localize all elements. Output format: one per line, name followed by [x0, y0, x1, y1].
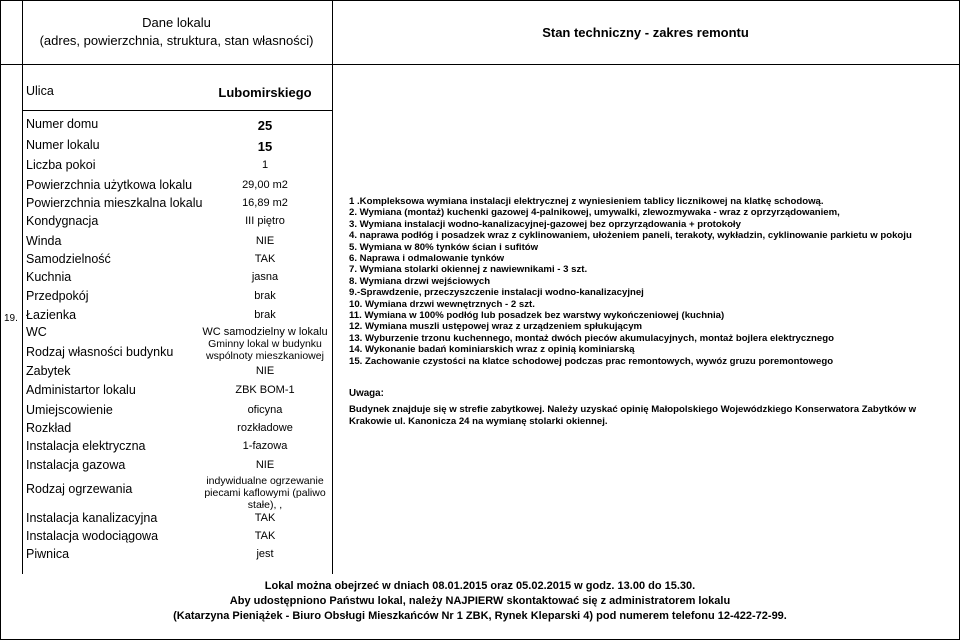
field-value: III piętro	[245, 215, 285, 227]
note-title: Uwaga:	[349, 388, 384, 399]
field-label: Piwnica	[26, 547, 70, 561]
field-value: 1	[261, 159, 269, 171]
field-label: Instalacja gazowa	[26, 458, 126, 472]
field-label: Numer lokalu	[26, 138, 100, 152]
repair-item: 8. Wymiana drzwi wejściowych	[349, 275, 491, 287]
left-border	[0, 0, 1, 640]
repair-item: 1 .Kompleksowa wymiana instalacji elektrycznej z wyniesieniem tablicy licznikowej na klatkę schodową.	[349, 196, 824, 207]
header-divider	[0, 64, 960, 65]
field-value: TAK	[254, 530, 276, 542]
index-column-divider	[22, 0, 23, 574]
note-text: Budynek znajduje się w strefie zabytkowej. Należy uzyskać opinię Małopolskiego Wojewódzkiego Konserwatora Zabytków w Krakowie ul. Kanonicza 24 na wymianę stolarki okiennej.	[349, 404, 917, 427]
field-value: indywidualne ogrzewanie piecami kaflowymi (paliwo stałe), ,	[204, 475, 326, 511]
repair-item: 2. Wymiana (montaż) kuchenki gazowej 4-palnikowej, umywalki, zlewozmywaka - wraz z oprzyrządowaniem,	[349, 207, 840, 219]
field-label: Rodzaj ogrzewania	[26, 482, 133, 496]
field-value: jasna	[251, 271, 279, 283]
repair-header: Stan techniczny - zakres remontu	[542, 24, 749, 40]
field-label: Rodzaj własności budynku	[26, 345, 174, 359]
repair-item: 6. Naprawa i odmalowanie tynków	[349, 253, 505, 264]
field-value: oficyna	[247, 404, 283, 416]
field-label: Ulica	[26, 84, 54, 98]
field-value: Lubomirskiego	[218, 85, 312, 100]
repair-item: 3. Wymiana instalacji wodno-kanalizacyjnej-gazowej bez oprzyrządowania + protokoły	[349, 218, 741, 230]
field-label: Powierzchnia użytkowa lokalu	[26, 178, 193, 192]
data-header	[22, 0, 331, 64]
data-header-subtitle: (adres, powierzchnia, struktura, stan własności)	[39, 33, 314, 48]
field-value: TAK	[254, 253, 276, 265]
main-column-divider	[332, 0, 333, 574]
field-label: Administartor lokalu	[26, 383, 136, 397]
field-label: Instalacja elektryczna	[26, 439, 146, 453]
footer-line-3: (Katarzyna Pieniążek - Biuro Obsługi Mieszkańców Nr 1 ZBK, Rynek Kleparski 4) pod numerem telefonu 12-422-72-99.	[173, 610, 787, 622]
field-label: Kuchnia	[26, 270, 72, 284]
field-label: Samodzielność	[26, 252, 111, 266]
field-value: brak	[254, 290, 276, 302]
field-value: NIE	[255, 235, 275, 247]
data-header-title: Dane lokalu	[142, 15, 211, 30]
field-label: Łazienka	[26, 308, 77, 322]
field-value: 15	[257, 139, 273, 154]
field-label: Kondygnacja	[26, 214, 99, 228]
repair-item: 12. Wymiana muszli ustępowej wraz z urządzeniem spłukującym	[349, 321, 643, 333]
field-value: 29,00 m2	[242, 179, 288, 191]
repair-item: 11. Wymiana w 100% podłóg lub posadzek bez warstwy wykończeniowej (kuchnia)	[349, 310, 725, 321]
field-label: Umiejscowienie	[26, 403, 113, 417]
field-label: Numer domu	[26, 117, 99, 131]
field-label: Instalacja kanalizacyjna	[26, 511, 158, 525]
repair-item: 9.-Sprawdzenie, przeczyszczenie instalacji wodno-kanalizacyjnej	[349, 287, 644, 299]
repair-item: 4. naprawa podłóg i posadzek wraz z cyklinowaniem, ułożeniem paneli, terakoty, wykładzin, cyklinowanie parkietu w pokoju	[349, 230, 912, 242]
field-value: NIE	[255, 459, 275, 471]
field-value: 25	[257, 118, 273, 133]
field-value: jest	[256, 548, 274, 560]
footer-line-2: Aby udostępniono Państwu lokal, należy NAJPIERW skontaktować się z administratorem lokalu	[229, 595, 731, 607]
field-label: Instalacja wodociągowa	[26, 529, 159, 543]
field-value: TAK	[254, 512, 276, 524]
repair-item: 14. Wykonanie badań kominiarskich wraz z opinią kominiarską	[349, 344, 635, 356]
repair-item: 13. Wyburzenie trzonu kuchennego, montaż dwóch pieców akumulacyjnych, montaż bojlera elektrycznego	[349, 332, 834, 344]
field-label: Powierzchnia mieszkalna lokalu	[26, 196, 203, 210]
repair-item: 10. Wymiana drzwi wewnętrznych - 2 szt.	[349, 298, 535, 310]
field-value: 1-fazowa	[242, 440, 288, 452]
field-value: rozkładowe	[237, 422, 293, 434]
footer-line-1: Lokal można obejrzeć w dniach 08.01.2015 oraz 05.02.2015 w godz. 13.00 do 15.30.	[264, 580, 696, 592]
field-value: brak	[254, 309, 276, 321]
field-label: Przedpokój	[26, 289, 89, 303]
field-label: Liczba pokoi	[26, 158, 96, 172]
field-value: WC samodzielny w lokalu	[202, 326, 328, 338]
field-value: NIE	[255, 365, 275, 377]
field-label: Rozkład	[26, 421, 72, 435]
field-label: WC	[26, 325, 47, 339]
row-number: 19.	[4, 313, 18, 324]
field-value: Gminny lokal w budynku wspólnoty mieszkaniowej	[206, 338, 324, 362]
field-value: 16,89 m2	[242, 197, 288, 209]
repair-item: 5. Wymiana w 80% tynków ścian i sufitów	[349, 241, 539, 253]
repair-item: 15. Zachowanie czystości na klatce schodowej podczas prac remontowych, wywóz gruzu poremontowego	[349, 355, 834, 367]
field-value: ZBK BOM-1	[235, 384, 295, 396]
ulica-divider	[22, 110, 333, 111]
field-label: Winda	[26, 234, 62, 248]
field-label: Zabytek	[26, 364, 71, 378]
repair-item: 7. Wymiana stolarki okiennej z nawiewnikami - 3 szt.	[349, 264, 588, 276]
